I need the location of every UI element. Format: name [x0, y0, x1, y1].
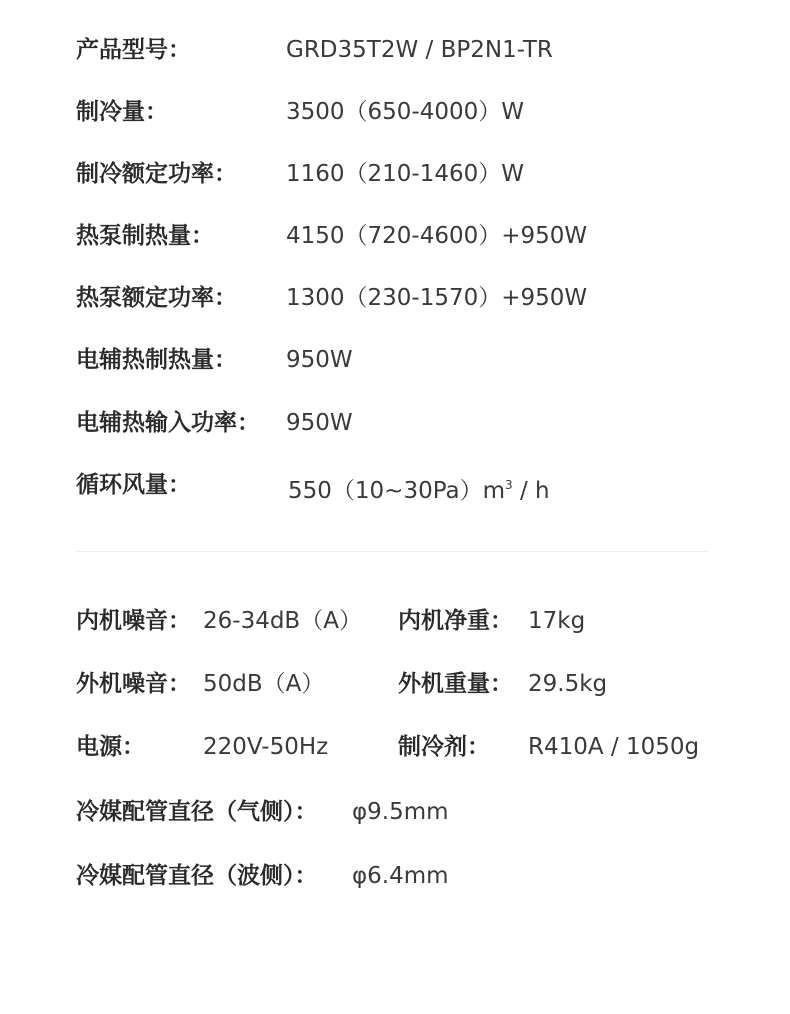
airflow-unit-superscript: 3 — [505, 478, 513, 492]
section-divider — [76, 551, 708, 552]
spec-label-cooling-power: 制冷额定功率： — [76, 161, 237, 187]
spec-label-outdoor-weight: 外机重量： — [398, 671, 513, 697]
spec-label-electric-heat-power: 电辅热输入功率： — [76, 410, 260, 436]
spec-value-power-supply: 220V-50Hz — [203, 734, 329, 760]
spec-value-cooling-capacity: 3500（650-4000）W — [286, 99, 525, 125]
spec-value-cooling-power: 1160（210-1460）W — [286, 161, 525, 187]
spec-value-heatpump-capacity: 4150（720-4600）+950W — [286, 223, 588, 249]
spec-value-indoor-weight: 17kg — [528, 608, 586, 634]
spec-label-gas-pipe: 冷媒配管直径（气侧）： — [76, 799, 318, 825]
spec-value-indoor-noise: 26-34dB（A） — [203, 608, 362, 634]
spec-label-heatpump-capacity: 热泵制热量： — [76, 223, 214, 249]
spec-label-liquid-pipe: 冷媒配管直径（波侧）： — [76, 863, 318, 889]
spec-label-airflow: 循环风量： — [76, 472, 191, 498]
airflow-unit-rest: / h — [512, 478, 550, 504]
spec-value-outdoor-noise: 50dB（A） — [203, 671, 325, 697]
spec-value-liquid-pipe: φ6.4mm — [352, 863, 449, 889]
spec-value-electric-heat-power: 950W — [286, 410, 353, 436]
spec-label-indoor-noise: 内机噪音： — [76, 608, 191, 634]
spec-label-model: 产品型号： — [76, 37, 191, 63]
spec-label-outdoor-noise: 外机噪音： — [76, 671, 191, 697]
spec-label-cooling-capacity: 制冷量： — [76, 99, 168, 125]
spec-label-electric-heat-capacity: 电辅热制热量： — [76, 347, 237, 373]
spec-value-heatpump-power: 1300（230-1570）+950W — [286, 285, 588, 311]
spec-value-gas-pipe: φ9.5mm — [352, 799, 449, 825]
spec-label-refrigerant: 制冷剂： — [398, 734, 490, 760]
spec-label-power-supply: 电源： — [76, 734, 145, 760]
spec-value-model: GRD35T2W / BP2N1-TR — [286, 37, 553, 63]
spec-label-heatpump-power: 热泵额定功率： — [76, 285, 237, 311]
spec-label-indoor-weight: 内机净重： — [398, 608, 513, 634]
airflow-value-text: 550（10~30Pa）m — [288, 478, 506, 504]
spec-value-airflow — [288, 470, 550, 506]
spec-value-refrigerant: R410A / 1050g — [528, 734, 700, 760]
spec-value-electric-heat-capacity: 950W — [286, 347, 353, 373]
spec-value-outdoor-weight: 29.5kg — [528, 671, 608, 697]
